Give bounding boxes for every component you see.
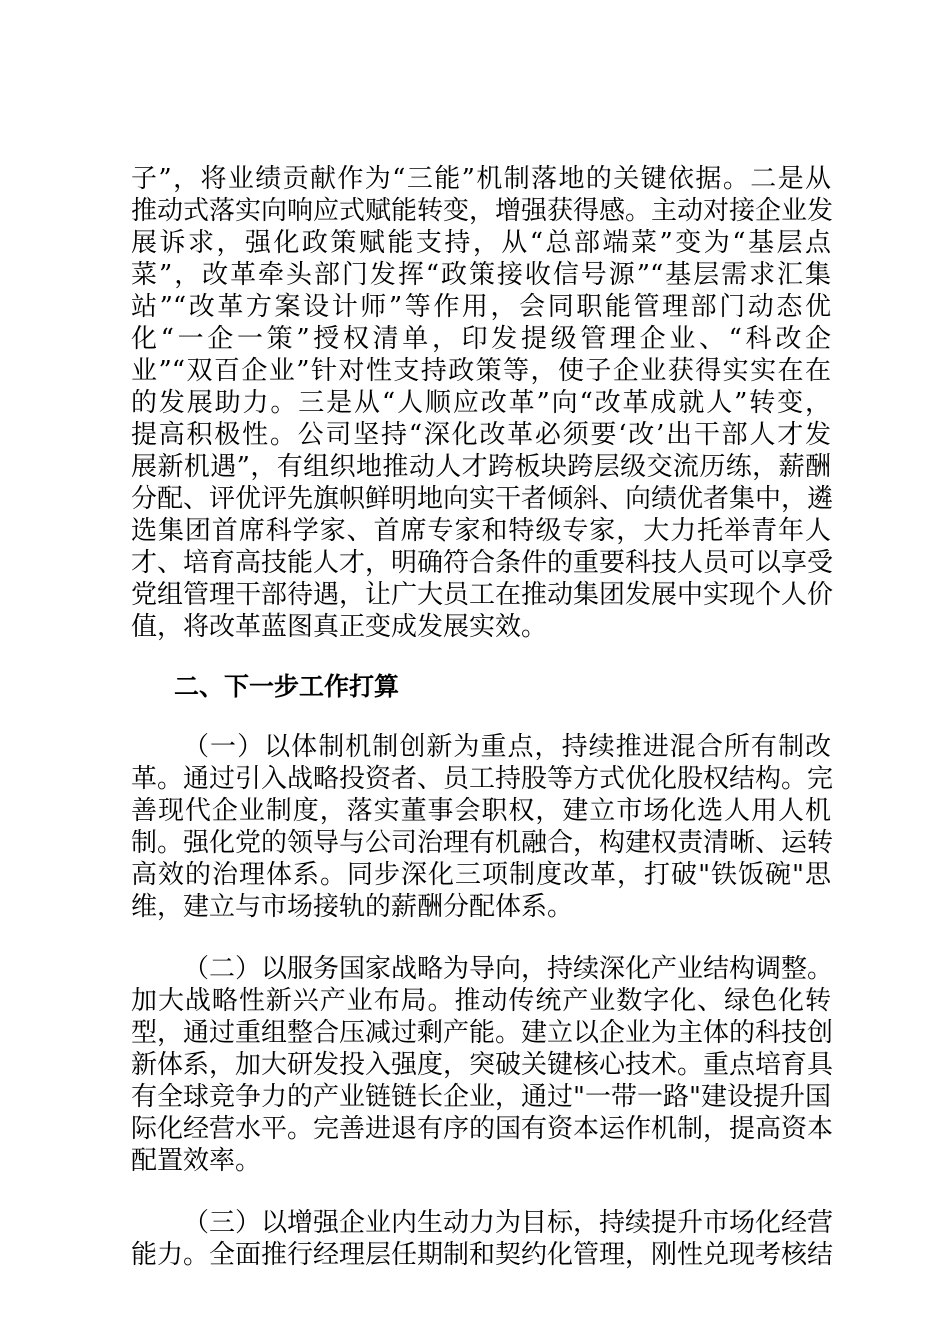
paragraph-item-one	[131, 731, 834, 923]
text-line: 新体系，加大研发投入强度，突破关键核心技术。重点培育具	[131, 1050, 834, 1080]
text-line: 展诉求，强化政策赋能支持，从“总部端菜”变为“基层点	[131, 228, 831, 258]
text-line: （三）以增强企业内生动力为目标，持续提升市场化经营	[183, 1208, 834, 1238]
text-line: 才、培育高技能人才，明确符合条件的重要科技人员可以享受	[131, 548, 834, 578]
text-line: 加大战略性新兴产业布局。推动传统产业数字化、绿色化转	[131, 986, 831, 1016]
spacer	[131, 923, 831, 953]
text-line: 推动式落实向响应式赋能转变，增强获得感。主动对接企业发	[131, 196, 834, 226]
paragraph-reform-achievements	[131, 163, 834, 643]
spacer	[131, 1177, 831, 1207]
spacer	[131, 643, 831, 671]
text-line: 菜”，改革牵头部门发挥“政策接收信号源”“基层需求汇集	[131, 260, 831, 290]
text-line: 展新机遇”，有组织地推动人才跨板块跨层级交流历练，薪酬	[131, 452, 831, 482]
text-line: 提高积极性。公司坚持“深化改革必须要‘改’出干部人才发	[131, 420, 831, 450]
text-line: 化“一企一策”授权清单，印发提级管理企业、“科改企	[131, 324, 831, 354]
text-line: 有全球竞争力的产业链链长企业，通过"一带一路"建设提升国	[131, 1082, 831, 1112]
section-heading: 二、下一步工作打算	[174, 672, 400, 701]
text-line: 党组管理干部待遇，让广大员工在推动集团发展中实现个人价	[131, 580, 834, 610]
text-line: 革。通过引入战略投资者、员工持股等方式优化股权结构。完	[131, 764, 834, 794]
text-line: 高效的治理体系。同步深化三项制度改革，打破"铁饭碗"思	[131, 860, 831, 890]
text-line: 能力。全面推行经理层任期制和契约化管理，刚性兑现考核结	[131, 1240, 834, 1270]
text-line: 选集团首席科学家、首席专家和特级专家，大力托举青年人	[131, 516, 831, 546]
text-line: 值，将改革蓝图真正变成发展实效。	[131, 612, 548, 642]
text-line: 善现代企业制度，落实董事会职权，建立市场化选人用人机	[131, 796, 831, 826]
paragraph-item-three	[131, 1207, 834, 1271]
spacer	[131, 703, 831, 731]
text-line: 维，建立与市场接轨的薪酬分配体系。	[131, 892, 574, 922]
text-line: （一）以体制机制创新为重点，持续推进混合所有制改	[183, 732, 831, 762]
text-line: （二）以服务国家战略为导向，持续深化产业结构调整。	[183, 954, 834, 984]
paragraph-item-two	[131, 953, 834, 1177]
text-line: 际化经营水平。完善进退有序的国有资本运作机制，提高资本	[131, 1114, 834, 1144]
text-line: 的发展助力。三是从“人顺应改革”向“改革成就人”转变，	[131, 388, 831, 418]
text-line: 子”，将业绩贡献作为“三能”机制落地的关键依据。二是从	[131, 164, 831, 194]
text-line: 制。强化党的领导与公司治理有机融合，构建权责清晰、运转	[131, 828, 834, 858]
text-line: 型，通过重组整合压减过剩产能。建立以企业为主体的科技创	[131, 1018, 834, 1048]
text-line: 站”“改革方案设计师”等作用，会同职能管理部门动态优	[131, 292, 831, 322]
document-page	[131, 163, 834, 1271]
text-line: 配置效率。	[131, 1146, 262, 1176]
text-line: 分配、评优评先旗帜鲜明地向实干者倾斜、向绩优者集中，遴	[131, 484, 834, 514]
text-line: 业”“双百企业”针对性支持政策等，使子企业获得实实在在	[131, 356, 831, 386]
